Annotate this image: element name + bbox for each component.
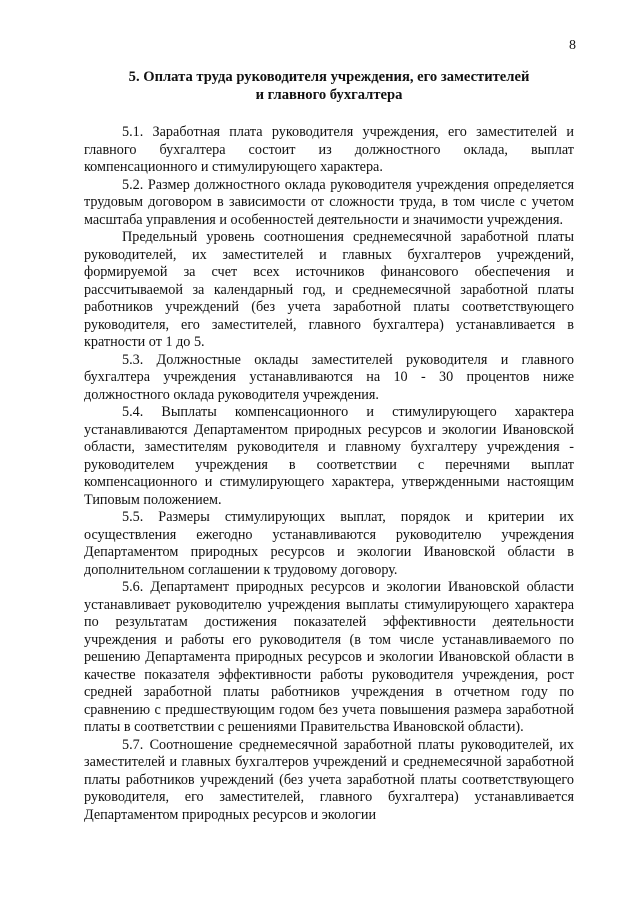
paragraph-5-5: 5.5. Размеры стимулирующих выплат, порядок и критерии их осуществления ежегодно устанавливаются руководителю учреждения Департаментом природных ресурсов и экологии Ивановской области в дополнительном соглашении к трудовому договору.: [84, 509, 574, 578]
paragraph-5-2: 5.2. Размер должностного оклада руководителя учреждения определяется трудовым договором в зависимости от сложности труда, в том числе с учетом масштаба управления и особенностей деятельности и значимости учреждения.: [84, 176, 574, 228]
paragraph-5-7: 5.7. Соотношение среднемесячной заработной платы руководителей, их заместителей и главных бухгалтеров учреждений и среднемесячной заработной платы работников учреждений (без учета заработной платы соответствующего руководителя, его заместителей, главного бухгалтера) устанавливается Департаментом природных ресурсов и экологии: [84, 736, 574, 823]
paragraph-5-1: 5.1. Заработная плата руководителя учреждения, его заместителей и главного бухгалтера состоит из должностного оклада, выплат компенсационного и стимулирующего характера.: [84, 124, 574, 175]
section-body: [84, 124, 574, 824]
paragraph-ratio-limit: Предельный уровень соотношения среднемесячной заработной платы руководителей, их заместителей и главных бухгалтеров учреждений, формируемой за счет всех источников финансового обеспечения и рассчитываемой за календарный год, и среднемесячной заработной платы работников учреждений (без учета заработной платы соответствующего руководителя, его заместителей, главного бухгалтера) устанавливается в кратности от 1 до 5.: [84, 229, 574, 350]
paragraph-5-3: 5.3. Должностные оклады заместителей руководителя и главного бухгалтера учреждения устанавливаются на 10 - 30 процентов ниже должностного оклада руководителя учреждения.: [84, 351, 574, 403]
page-number: 8: [569, 38, 576, 53]
paragraph-5-4: 5.4. Выплаты компенсационного и стимулирующего характера устанавливаются Департаментом природных ресурсов и экологии Ивановской области, заместителям руководителя и главному бухгалтеру учреждения - руководителем учреждения в соответствии с перечнями выплат компенсационного и стимулирующего характера, утвержденными настоящим Типовым положением.: [84, 404, 574, 508]
section-heading: [84, 68, 574, 104]
paragraph-5-6: 5.6. Департамент природных ресурсов и экологии Ивановской области устанавливает руководителю учреждения выплаты стимулирующего характера по результатам достижения показателей эффективности деятельности учреждения и работы его руководителя (в том числе устанавливаемого по решению Департамента природных ресурсов и экологии Ивановской области в качестве показателя эффективности работы руководителя учреждения, рост средней заработной платы работников учреждения в отчетном году по сравнению с предшествующим годом без учета повышения размера заработной платы в соответствии с решениями Правительства Ивановской области).: [84, 579, 574, 735]
section-heading-line-1: 5. Оплата труда руководителя учреждения, его заместителей: [128, 69, 530, 85]
section-heading-line-2: и главного бухгалтера: [255, 87, 403, 103]
